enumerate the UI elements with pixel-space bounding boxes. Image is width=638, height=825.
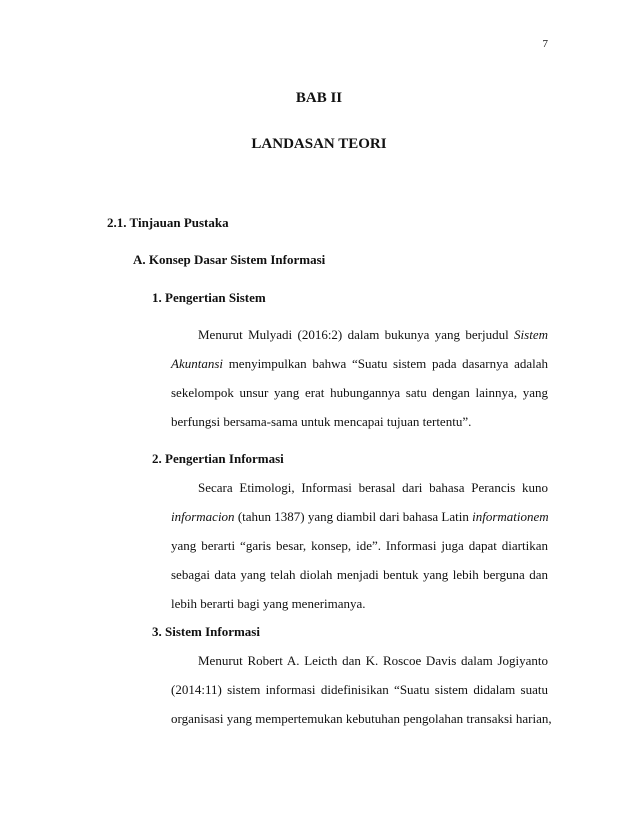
chapter-title: LANDASAN TEORI [251, 136, 387, 152]
chapter-number: BAB II [295, 90, 343, 106]
item-heading-3: 3. Sistem Informasi [152, 624, 260, 639]
paragraph-line: Akuntansi menyimpulkan bahwa “Suatu sistem pada dasarnya adalah [171, 356, 548, 371]
paragraph-line: lebih berarti bagi yang menerimanya. [171, 596, 366, 611]
paragraph-line: informacion (tahun 1387) yang diambil dari bahasa Latin informationem [171, 509, 549, 524]
item-heading-1: 1. Pengertian Sistem [152, 290, 266, 305]
paragraph-line: (2014:11) sistem informasi didefinisikan “Suatu sistem didalam suatu [171, 682, 548, 697]
item-heading-2: 2. Pengertian Informasi [152, 451, 284, 466]
paragraph-line: organisasi yang mempertemukan kebutuhan pengolahan transaksi harian, [171, 711, 552, 726]
paragraph-line: Menurut Mulyadi (2016:2) dalam bukunya yang berjudul Sistem [198, 327, 548, 342]
section-heading: 2.1. Tinjauan Pustaka [107, 215, 229, 230]
subsection-heading: A. Konsep Dasar Sistem Informasi [133, 252, 326, 267]
paragraph-line: yang berarti “garis besar, konsep, ide”. Informasi juga dapat diartikan [171, 538, 548, 553]
paragraph-line: sekelompok unsur yang erat hubungannya satu dengan lainnya, yang [171, 385, 548, 400]
page-number: 7 [542, 38, 548, 50]
paragraph-line: sebagai data yang telah diolah menjadi bentuk yang lebih berguna dan [171, 567, 548, 582]
paragraph-line: berfungsi bersama-sama untuk mencapai tujuan tertentu”. [171, 414, 472, 429]
paragraph-line: Secara Etimologi, Informasi berasal dari bahasa Perancis kuno [198, 480, 548, 495]
paragraph-line: Menurut Robert A. Leicth dan K. Roscoe Davis dalam Jogiyanto [198, 653, 548, 668]
